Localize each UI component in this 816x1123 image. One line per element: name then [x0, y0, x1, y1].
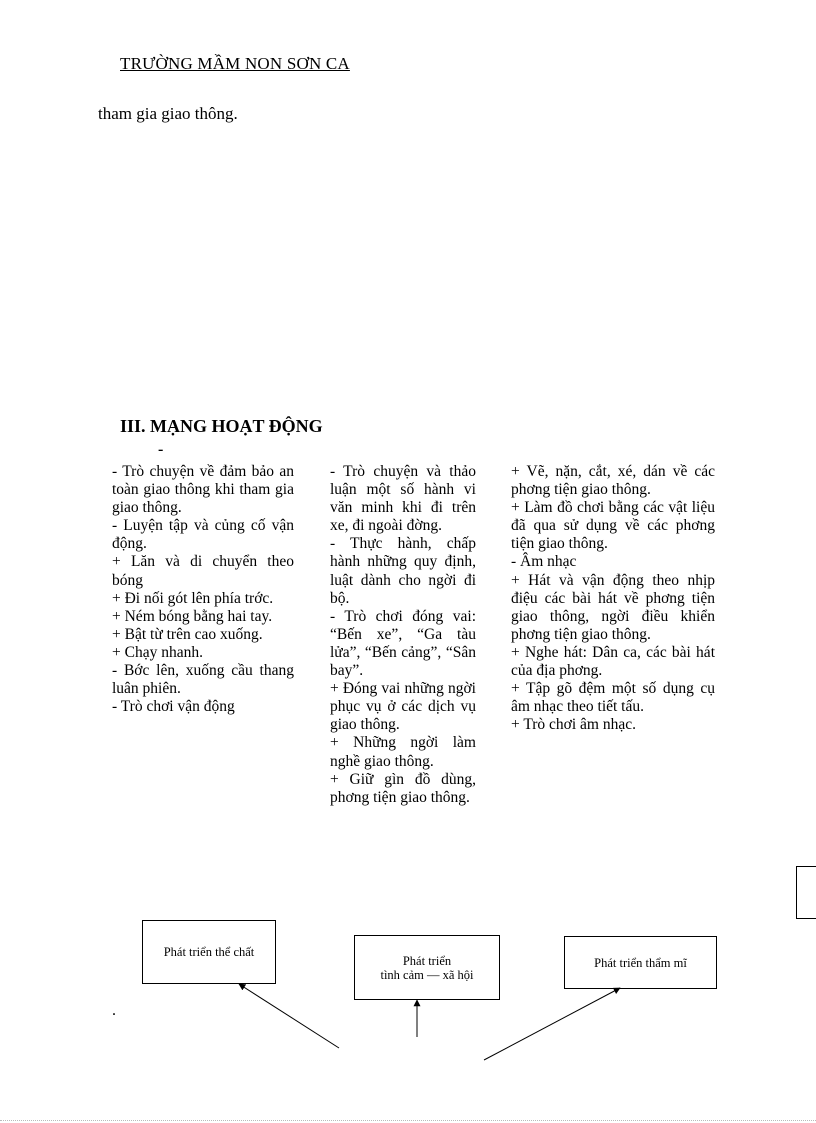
list-item: + Vẽ, nặn, cắt, xé, dán về các phơng tiện giao thông.: [511, 463, 715, 499]
box-label: tình cảm — xã hội: [380, 967, 474, 982]
list-item: + Chạy nhanh.: [112, 643, 203, 661]
list-item: - Trò chuyện về đảm bảo an toàn giao thông khi tham gia giao thông.: [112, 463, 294, 517]
list-item: + Làm đồ chơi bằng các vật liệu đã qua sử dụng về các phơng tiện giao thông.: [511, 499, 715, 553]
page-bottom-rule: [0, 1120, 816, 1121]
list-item: - Trò chơi đóng vai: “Bến xe”, “Ga tàu lửa”, “Bến cảng”, “Sân bay”.: [330, 607, 476, 680]
box-label: Phát triển: [402, 953, 452, 968]
list-item: - Luyện tập và củng cố vận động.: [112, 517, 294, 553]
list-item: + Đóng vai những ngời phục vụ ở các dịch vụ giao thông.: [330, 680, 476, 734]
list-item: + Tập gõ đệm một số dụng cụ âm nhạc theo tiết tấu.: [511, 680, 715, 716]
list-item: - Âm nhạc: [511, 553, 577, 571]
list-item: + Giữ gìn đồ dùng, phơng tiện giao thông.: [330, 770, 476, 806]
list-item: + Hát và vận động theo nhịp điệu các bài hát về phơng tiện giao thông, ngời điều khiển phơng tiện giao thông.: [511, 571, 715, 643]
list-item: - Thực hành, chấp hành những quy định, luật dành cho ngời đi bộ.: [330, 535, 476, 607]
box-label: Phát triển thể chất: [163, 945, 255, 959]
box-label: Phát triển thẩm mĩ: [594, 955, 687, 970]
stray-mark: .: [112, 1002, 116, 1019]
intro-text: tham gia giao thông.: [98, 104, 238, 123]
list-item: + Những ngời làm nghề giao thông.: [330, 734, 476, 770]
list-item: - Trò chuyện và thảo luận một số hành vi văn minh khi đi trên xe, đi ngoài đờng.: [330, 463, 476, 535]
school-name: TRƯỜNG MẦM NON SƠN CA: [120, 54, 350, 73]
list-item: - Trò chơi vận động: [112, 698, 235, 716]
arrow-to-aesthetic: [484, 988, 620, 1060]
list-item: + Lăn và di chuyển theo bóng: [112, 553, 294, 589]
arrow-to-physical: [239, 984, 339, 1048]
section-dash: -: [158, 441, 164, 458]
list-item: + Ném bóng bằng hai tay.: [112, 607, 273, 625]
list-item: + Bật từ trên cao xuống.: [112, 625, 263, 643]
list-item: + Trò chơi âm nhạc.: [511, 716, 636, 734]
list-item: + Đi nối gót lên phía trớc.: [112, 589, 274, 607]
list-item: + Nghe hát: Dân ca, các bài hát của địa phơng.: [511, 643, 715, 680]
section-title: III. MẠNG HOẠT ĐỘNG: [120, 416, 323, 436]
list-item: - Bớc lên, xuống cầu thang luân phiên.: [112, 662, 294, 698]
